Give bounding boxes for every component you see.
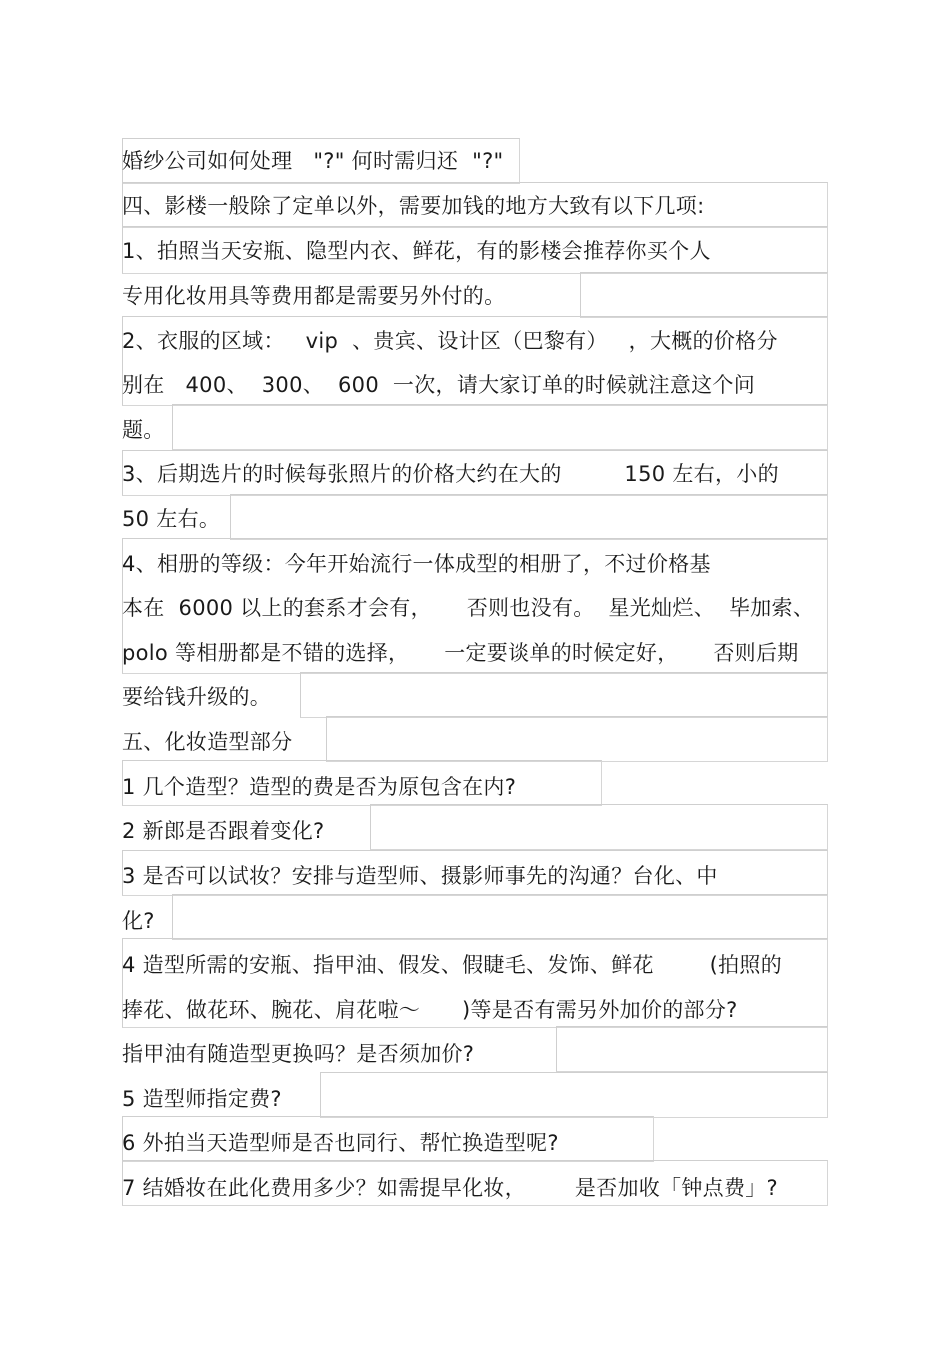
text-line: 1、拍照当天安瓶、隐型内衣、鲜花，有的影楼会推荐你买个人 [122, 239, 711, 263]
text-line: polo 等相册都是不错的选择， 一定要谈单的时候定好， 否则后期 [122, 641, 799, 665]
text-line: 3、后期选片的时候每张照片的价格大约在大的 150 左右，小的 [122, 462, 779, 486]
cell-border [172, 404, 828, 450]
text-line: 2、衣服的区域： vip 、贵宾、设计区（巴黎有） ，大概的价格分 [122, 329, 778, 353]
text-line: 1 几个造型？造型的费是否为原包含在内? [122, 775, 517, 799]
cell-border [172, 894, 828, 940]
text-line: 化? [122, 909, 155, 933]
text-line: 50 左右。 [122, 507, 221, 531]
cell-border [326, 716, 828, 762]
text-line: 指甲油有随造型更换吗？是否须加价? [122, 1042, 475, 1066]
cell-border [556, 1026, 828, 1072]
text-line: 专用化妆用具等费用都是需要另外付的。 [122, 284, 506, 308]
text-line: 捧花、做花环、腕花、肩花啦～ )等是否有需另外加价的部分? [122, 998, 738, 1022]
text-line: 5 造型师指定费? [122, 1087, 282, 1111]
text-line: 本在 6000 以上的套系才会有， 否则也没有。 星光灿烂、 毕加索、 [122, 596, 815, 620]
text-line: 3 是否可以试妆？安排与造型师、摄影师事先的沟通？台化、中 [122, 864, 718, 888]
text-line: 4 造型所需的安瓶、指甲油、假发、假睫毛、发饰、鲜花 (拍照的 [122, 953, 783, 977]
cell-border [300, 672, 828, 718]
text-line: 4、相册的等级：今年开始流行一体成型的相册了，不过价格基 [122, 552, 711, 576]
cell-border [580, 272, 828, 318]
text-line: 要给钱升级的。 [122, 685, 272, 709]
text-line: 别在 400、 300、 600 一次，请大家订单的时候就注意这个问 [122, 373, 756, 397]
text-line: 2 新郎是否跟着变化? [122, 819, 325, 843]
cell-border [230, 494, 828, 540]
text-line: 婚纱公司如何处理 "?" 何时需归还 "?" [122, 149, 504, 173]
text-line: 四、影楼一般除了定单以外，需要加钱的地方大致有以下几项: [122, 194, 705, 218]
text-line: 五、化妆造型部分 [122, 730, 293, 754]
cell-border [370, 804, 828, 850]
cell-border [320, 1072, 828, 1118]
text-line: 题。 [122, 418, 165, 442]
text-line: 6 外拍当天造型师是否也同行、帮忙换造型呢? [122, 1131, 559, 1155]
text-line: 7 结婚妆在此化费用多少？如需提早化妆， 是否加收「钟点费」? [122, 1176, 779, 1200]
